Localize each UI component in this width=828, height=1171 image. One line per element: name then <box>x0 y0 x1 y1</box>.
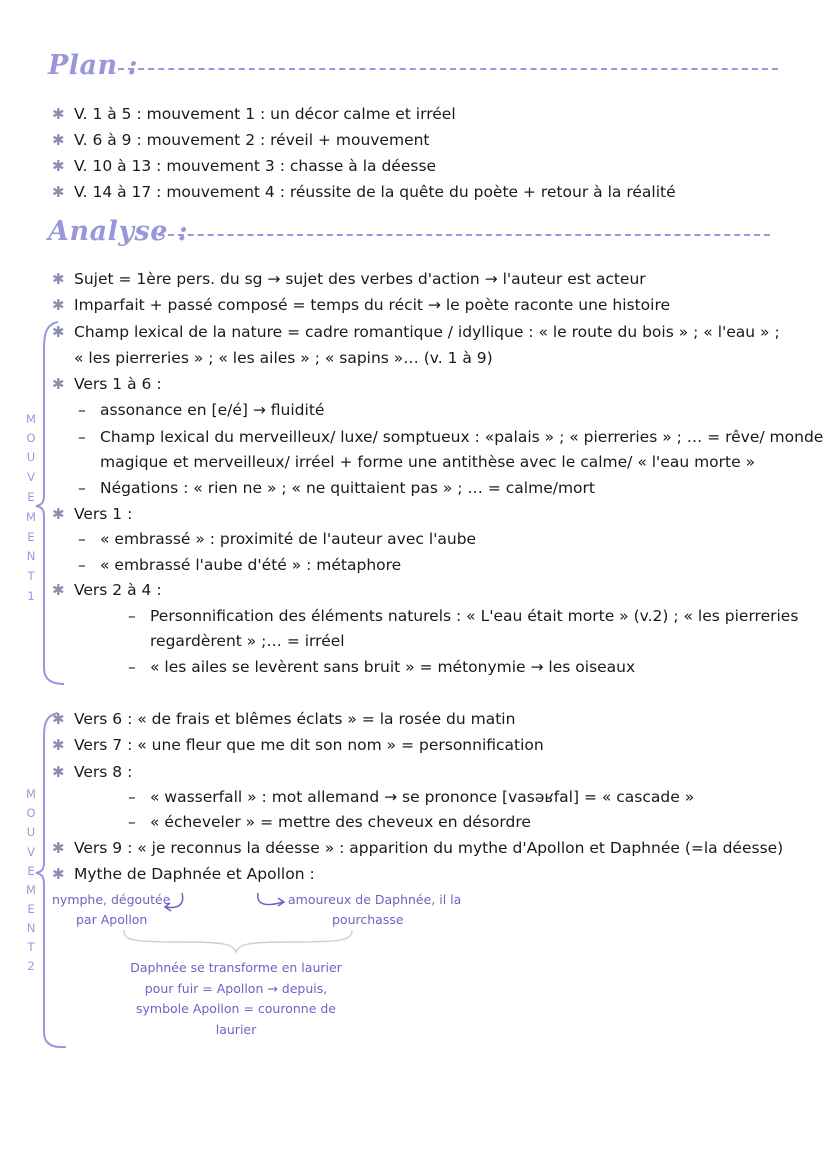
bullet-icon: ✱ <box>52 296 65 314</box>
vers-1-6-item: magique et merveilleux/ irréel + forme une antithèse avec le calme/ « l'eau morte » <box>100 453 756 471</box>
analyse-heading: Analyse : <box>48 216 189 247</box>
dash-icon: – <box>128 658 136 676</box>
side-letter: O <box>26 431 36 445</box>
side-letter: O <box>26 806 36 820</box>
intro-line: Imparfait + passé composé = temps du récit → le poète raconte une histoire <box>74 296 671 314</box>
annotation-laurier-line: pour fuir = Apollon → depuis, <box>144 980 328 996</box>
vers-1-item: « embrassé l'aube d'été » : métaphore <box>100 556 402 574</box>
vers-2-4-item: « les ailes se levèrent sans bruit » = métonymie → les oiseaux <box>150 658 636 676</box>
dash-icon: – <box>78 479 86 497</box>
annotation-daphne: nymphe, dégoutée <box>52 892 171 907</box>
dash-icon: – <box>78 401 86 419</box>
plan-item: V. 10 à 13 : mouvement 3 : chasse à la déesse <box>74 157 437 175</box>
vers-6-line: Vers 6 : « de frais et blêmes éclats » = la rosée du matin <box>74 710 516 728</box>
annotation-laurier-line: Daphnée se transforme en laurier <box>130 960 342 975</box>
side-letter: E <box>27 530 35 544</box>
bullet-icon: ✱ <box>52 865 65 883</box>
annotation-laurier <box>116 958 356 1040</box>
side-letter: M <box>26 883 36 897</box>
bullet-icon: ✱ <box>52 839 65 857</box>
plan-heading: Plan : <box>48 50 139 81</box>
mythe-line: Mythe de Daphnée et Apollon : <box>74 865 315 883</box>
side-letter: E <box>27 490 35 504</box>
vers-2-4-item: regardèrent » ;… = irréel <box>150 632 345 650</box>
annotation-apollon: pourchasse <box>332 912 404 927</box>
side-letter: U <box>26 450 36 464</box>
bullet-icon: ✱ <box>52 270 65 288</box>
bullet-icon: ✱ <box>52 157 65 175</box>
vers-1-item: « embrassé » : proximité de l'auteur avec l'aube <box>100 530 477 548</box>
plan-item: V. 1 à 5 : mouvement 1 : un décor calme et irréel <box>74 105 456 123</box>
annotation-apollon: amoureux de Daphnée, il la <box>288 892 462 907</box>
bullet-icon: ✱ <box>52 375 65 393</box>
bullet-icon: ✱ <box>52 710 65 728</box>
annotation-daphne: par Apollon <box>76 912 148 927</box>
dash-icon: – <box>78 428 86 446</box>
vers-2-4-label: Vers 2 à 4 : <box>74 581 162 599</box>
vers-1-6-label: Vers 1 à 6 : <box>74 375 162 393</box>
plan-divider <box>118 68 778 70</box>
champ-lexical-line: « les pierreries » ; « les ailes » ; « sapins »… (v. 1 à 9) <box>74 349 493 367</box>
side-letter: T <box>27 569 35 583</box>
side-letter: V <box>27 845 35 859</box>
side-letter: E <box>27 864 35 878</box>
side-letter: N <box>26 921 36 935</box>
vers-7-line: Vers 7 : « une fleur que me dit son nom » = personnification <box>74 736 544 754</box>
dash-icon: – <box>128 813 136 831</box>
side-letter: M <box>26 510 36 524</box>
vers-1-6-item: assonance en [e/é] → fluidité <box>100 401 325 419</box>
vers-1-6-item: Négations : « rien ne » ; « ne quittaient pas » ; … = calme/mort <box>100 479 595 497</box>
bullet-icon: ✱ <box>52 763 65 781</box>
vers-2-4-item: Personnification des éléments naturels : « L'eau était morte » (v.2) ; « les pierreries <box>150 607 799 625</box>
vers-8-item: « écheveler » = mettre des cheveux en désordre <box>150 813 531 831</box>
plan-item: V. 6 à 9 : mouvement 2 : réveil + mouvement <box>74 131 430 149</box>
vers-1-label: Vers 1 : <box>74 505 133 523</box>
plan-item: V. 14 à 17 : mouvement 4 : réussite de la quête du poète + retour à la réalité <box>74 183 676 201</box>
bullet-icon: ✱ <box>52 505 65 523</box>
annotation-laurier-line: laurier <box>215 1021 257 1037</box>
dash-icon: – <box>78 530 86 548</box>
vers-8-label: Vers 8 : <box>74 763 133 781</box>
vers-9-line: Vers 9 : « je reconnus la déesse » : apparition du mythe d'Apollon et Daphnée (=la déesse) <box>74 839 784 857</box>
dash-icon: – <box>128 788 136 806</box>
bullet-icon: ✱ <box>52 581 65 599</box>
bullet-icon: ✱ <box>52 323 65 341</box>
dash-icon: – <box>128 607 136 625</box>
bullet-icon: ✱ <box>52 131 65 149</box>
side-letter: M <box>26 787 36 801</box>
side-letter: 1 <box>27 589 35 603</box>
bullet-icon: ✱ <box>52 105 65 123</box>
bullet-icon: ✱ <box>52 183 65 201</box>
vers-1-6-item: Champ lexical du merveilleux/ luxe/ somptueux : «palais » ; « pierreries » ; … = rêve/ monde <box>100 428 824 446</box>
analyse-divider <box>158 234 770 236</box>
curly-brace-mythe <box>124 930 352 952</box>
side-letter: M <box>26 412 36 426</box>
vers-8-item: « wasserfall » : mot allemand → se prononce [vasəʁfal] = « cascade » <box>150 788 695 806</box>
side-letter: E <box>27 902 35 916</box>
intro-line: Sujet = 1ère pers. du sg → sujet des verbes d'action → l'auteur est acteur <box>74 270 646 288</box>
side-letter: T <box>27 940 35 954</box>
side-letter: V <box>27 470 35 484</box>
bullet-icon: ✱ <box>52 736 65 754</box>
champ-lexical-line: Champ lexical de la nature = cadre romantique / idyllique : « le route du bois » ; « l'eau » ; <box>74 323 780 341</box>
side-letter: 2 <box>27 959 35 973</box>
dash-icon: – <box>78 556 86 574</box>
annotation-laurier-line: symbole Apollon = couronne de <box>136 1001 336 1016</box>
side-letter: U <box>26 825 36 839</box>
side-letter: N <box>26 549 36 563</box>
